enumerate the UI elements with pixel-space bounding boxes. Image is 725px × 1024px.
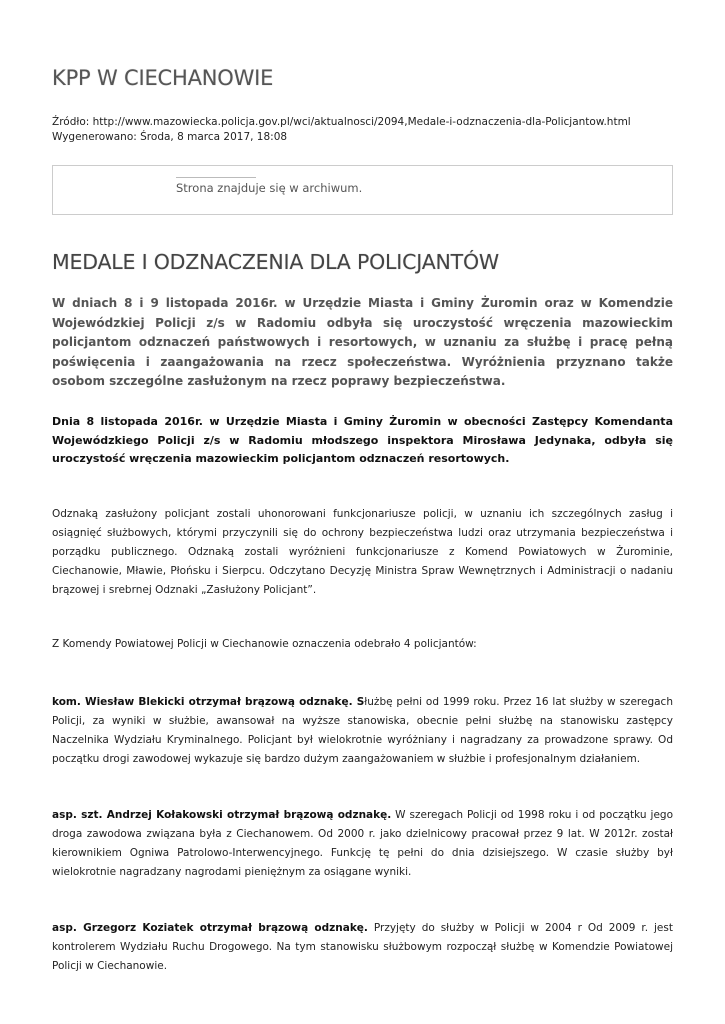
officer-kolakowski (52, 806, 673, 882)
officer-blekicki-name: kom. Wiesław Blekicki otrzymał brązową odznakę. S (52, 696, 365, 708)
officer-blekicki (52, 693, 673, 769)
ceremony-paragraph: Dnia 8 listopada 2016r. w Urzędzie Miasta i Gminy Żuromin w obecności Zastępcy Komendanta Wojewódzkiego Policji z/s w Radomiu młodszego inspektora Mirosława Jedynaka, odbyła się uroczystość wręczenia mazowieckim policjantom odznaczeń resortowych. (52, 415, 673, 465)
article-title: MEDALE I ODZNACZENIA DLA POLICJANTÓW (52, 250, 500, 274)
officer-koziatek (52, 919, 673, 976)
badge-paragraph: Odznaką zasłużony policjant zostali uhonorowani funkcjonariusze policji, w uznaniu ich szczególnych zasług i osiągnięć służbowych, którymi przyczynili się do ochrony bezpieczeństwa ludzi oraz utrzymania bezpieczeństwa i porządku publicznego. Odznaką zostali wyróżnieni funkcjonariusze z Komend Powiatowych w Żurominie, Ciechanowie, Mławie, Płońsku i Sierpcu. Odczytano Decyzję Ministra Spraw Wewnętrznych i Administracji o nadaniu brązowej i srebrnej Odznaki „Zasłużony Policjant”. (52, 508, 673, 596)
generated-date: Wygenerowano: Środa, 8 marca 2017, 18:08 (52, 131, 288, 143)
officer-kolakowski-name: asp. szt. Andrzej Kołakowski otrzymał brązową odznakę. (52, 809, 392, 821)
document-meta (52, 115, 631, 145)
officer-blekicki-text: łużbę pełni od 1999 roku. Przez 16 lat służby w szeregach Policji, za wyniki w służbie, awansował na wyższe stanowiska, obecnie pełni służbę na stanowisku zastępcy Naczelnika Wydziału Kryminalnego. Policjant był wielokrotnie wyróżniany i nagradzany za prowadzone sprawy. Od początku drogi zawodowej wykazuje się bardzo dużym zaangażowaniem w służbie i profesjonalnym działaniem. (52, 696, 673, 765)
article-lead: W dniach 8 i 9 listopada 2016r. w Urzędzie Miasta i Gminy Żuromin oraz w Komendzie Wojewódzkiej Policji z/s w Radomiu odbyła się uroczystość wręczenia mazowieckim policjantom odznaczeń państwowych i resortowych, w uznaniu za służbę i pracę pełną poświęcenia i zaangażowania na rzecz społeczeństwa. Wyróżnienia przyznano także osobom szczególne zasłużonym na rzecz poprawy bezpieczeństwa. (52, 296, 673, 388)
archive-notice-box (52, 165, 673, 215)
officer-kolakowski-text: W szeregach Policji od 1998 roku i od początku jego droga zawodowa związana była z Ciechanowem. Od 2000 r. jako dzielnicowy pracował przez 9 lat. W 2012r. został kierownikiem Ogniwa Patrolowo-Interwencyjnego. Funkcję tę pełni do dnia dzisiejszego. W czasie służby był wielokrotnie nagradzany nagrodami pieniężnym za osiągane wyniki. (52, 809, 673, 878)
archive-divider (176, 177, 256, 178)
archive-notice: Strona znajduje się w archiwum. (176, 181, 363, 195)
site-title: KPP W CIECHANOWIE (52, 66, 274, 90)
officers-intro: Z Komendy Powiatowej Policji w Ciechanowie oznaczenia odebrało 4 policjantów: (52, 638, 477, 650)
officer-koziatek-text: Przyjęty do służby w Policji w 2004 r Od 2009 r. jest kontrolerem Wydziału Ruchu Drogowego. Na tym stanowisku służbowym rozpoczął służbę w Komendzie Powiatowej Policji w Ciechanowie. (52, 922, 673, 972)
source-url[interactable]: Źródło: http://www.mazowiecka.policja.gov.pl/wci/aktualnosci/2094,Medale-i-odznaczenia-dla-Policjantow.html (52, 116, 631, 128)
officer-koziatek-name: asp. Grzegorz Koziatek otrzymał brązową odznakę. (52, 922, 368, 934)
